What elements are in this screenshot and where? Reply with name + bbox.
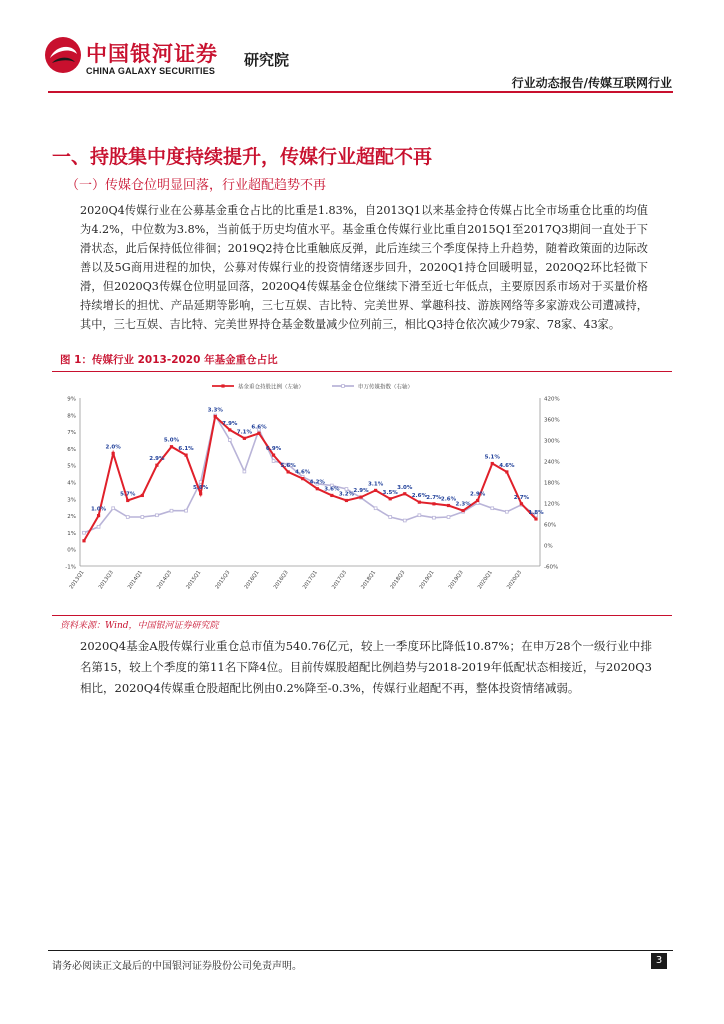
- data-point: [214, 415, 217, 418]
- data-point: [374, 489, 377, 492]
- x-tick-label: 2016Q3: [272, 569, 290, 591]
- data-point: [287, 470, 290, 473]
- data-point: [461, 509, 464, 512]
- data-label: 3.5%: [382, 489, 398, 496]
- page-header: [0, 0, 724, 92]
- data-point: [432, 502, 435, 505]
- data-point: [156, 514, 159, 517]
- data-label: 5.6%: [280, 462, 296, 469]
- chart-legend: [212, 383, 413, 391]
- data-label: 6.6%: [251, 424, 267, 431]
- data-point: [491, 462, 494, 465]
- footer-disclaimer: 请务必阅读正文最后的中国银河证券股份公司免责声明。: [52, 961, 302, 972]
- left-tick-label: 0%: [67, 547, 76, 554]
- data-point: [447, 504, 450, 507]
- data-point: [126, 516, 129, 519]
- data-label: 1.0%: [90, 506, 107, 513]
- subsection-heading: （一）传媒仓位明显回落，行业超配趋势不再: [66, 178, 327, 193]
- data-label: 2.9%: [149, 456, 165, 463]
- data-label: 3.2%: [338, 491, 355, 498]
- page-number: 3: [651, 953, 667, 969]
- data-point: [112, 452, 115, 455]
- x-tick-label: 2015Q3: [214, 569, 232, 591]
- fund-holding-chart: [52, 378, 672, 614]
- data-label: 5.6%: [193, 484, 209, 491]
- body-paragraph-2: 2020Q4基金A股传媒行业重仓总市值为540.76亿元，较上一季度环比降低10.87%；在申万28个一级行业中排名第15，较上个季度的第11名下降4位。目前传媒股超配比例趋势与2018-2019年低配状态相接近，与2020Q3相比，2020Q4传媒重仓股超配比例由0.2%降至-0.3%，传媒行业超配不再，整体投资情绪减弱。: [80, 639, 652, 695]
- data-point: [257, 432, 260, 435]
- data-point: [228, 428, 231, 431]
- data-label: 5.7%: [120, 491, 136, 498]
- left-tick-label: 1%: [67, 530, 76, 537]
- data-point: [199, 481, 202, 484]
- data-label: 7.9%: [222, 420, 238, 427]
- data-label: 4.6%: [499, 462, 515, 469]
- data-label: 5.0%: [163, 437, 180, 444]
- legend-marker: [221, 384, 224, 387]
- left-tick-label: 6%: [67, 446, 76, 453]
- data-label: 4.2%: [309, 479, 325, 486]
- data-label: 4.6%: [295, 469, 311, 476]
- data-point: [534, 517, 537, 520]
- data-point: [389, 516, 392, 519]
- left-tick-label: 8%: [67, 413, 76, 420]
- data-point: [185, 509, 188, 512]
- left-tick-label: 3%: [67, 497, 76, 504]
- data-point: [141, 516, 144, 519]
- left-tick-label: 2%: [67, 514, 76, 521]
- data-point: [301, 477, 304, 480]
- data-point: [476, 499, 479, 502]
- x-tick-label: 2019Q3: [447, 569, 465, 591]
- data-label: 3.6%: [324, 486, 340, 493]
- data-point: [418, 514, 421, 517]
- figure-title: 图 1：传媒行业 2013-2020 年基金重仓占比: [60, 354, 278, 366]
- data-point: [403, 519, 406, 522]
- data-point: [403, 492, 406, 495]
- data-point: [272, 454, 275, 457]
- data-point: [359, 496, 362, 499]
- data-point: [141, 494, 144, 497]
- data-point: [433, 516, 436, 519]
- brand-name-en: CHINA GALAXY SECURITIES: [86, 66, 216, 76]
- x-tick-label: 2014Q1: [126, 569, 144, 591]
- galaxy-logo-icon: [44, 36, 82, 74]
- data-label: 3.0%: [397, 484, 413, 491]
- right-tick-label: 60%: [544, 522, 557, 529]
- data-point: [82, 539, 85, 542]
- right-tick-label: 0%: [544, 543, 553, 550]
- right-tick-label: 120%: [544, 501, 560, 508]
- data-label: 2.9%: [353, 488, 369, 495]
- header-divider: [48, 91, 673, 93]
- right-tick-label: -60%: [544, 564, 559, 571]
- left-tick-label: 9%: [67, 396, 76, 403]
- data-point: [505, 510, 508, 513]
- data-point: [345, 499, 348, 502]
- legend-marker: [342, 385, 345, 388]
- figure-source: 资料来源：Wind，中国银河证券研究院: [60, 621, 219, 631]
- data-label: 7.1%: [236, 429, 253, 436]
- data-point: [272, 460, 275, 463]
- data-point: [345, 488, 348, 491]
- x-tick-label: 2017Q3: [331, 569, 349, 591]
- data-point: [330, 494, 333, 497]
- data-point: [112, 507, 115, 510]
- data-point: [389, 497, 392, 500]
- x-tick-label: 2018Q1: [360, 569, 378, 591]
- data-point: [374, 507, 377, 510]
- data-label: 2.3%: [455, 501, 471, 508]
- x-tick-label: 2016Q1: [243, 569, 261, 591]
- data-point: [505, 470, 508, 473]
- data-label: 6.1%: [178, 446, 194, 453]
- x-tick-label: 2014Q3: [156, 569, 174, 591]
- x-tick-label: 2018Q3: [389, 569, 407, 591]
- data-point: [418, 501, 421, 504]
- data-label: 3.1%: [367, 481, 384, 488]
- data-point: [126, 499, 129, 502]
- left-tick-label: 7%: [67, 430, 76, 437]
- data-label: 2.7%: [426, 494, 442, 501]
- section-heading: 一、持股集中度持续提升，传媒行业超配不再: [52, 146, 433, 168]
- data-point: [97, 525, 100, 528]
- right-tick-label: 360%: [544, 417, 560, 424]
- data-point: [97, 514, 100, 517]
- right-tick-label: 300%: [544, 438, 560, 445]
- data-label: 1.8%: [528, 509, 544, 516]
- data-point: [170, 445, 173, 448]
- data-label: 2.0%: [105, 444, 121, 451]
- data-point: [170, 509, 173, 512]
- figure-rule-top: [52, 371, 672, 372]
- data-point: [316, 487, 319, 490]
- data-point: [491, 507, 494, 510]
- x-tick-label: 2020Q1: [476, 569, 494, 591]
- data-point: [199, 492, 202, 495]
- data-label: 5.1%: [484, 454, 500, 461]
- report-type: 行业动态报告/传媒互联网行业: [511, 76, 672, 90]
- right-tick-label: 180%: [544, 480, 560, 487]
- legend-label: 基金重仓持股比例（左轴）: [238, 384, 305, 391]
- data-label: 2.6%: [440, 496, 457, 503]
- right-tick-label: 420%: [544, 396, 560, 403]
- left-tick-label: 4%: [67, 480, 76, 487]
- data-point: [243, 470, 246, 473]
- footer-divider: [48, 950, 673, 951]
- data-point: [83, 531, 86, 534]
- data-point: [184, 454, 187, 457]
- brand-name-cn: 中国银河证券: [86, 42, 218, 66]
- data-point: [520, 502, 523, 505]
- data-point: [228, 439, 231, 442]
- data-label: 2.6%: [411, 493, 427, 500]
- left-tick-label: -1%: [65, 564, 76, 571]
- brand-department: 研究院: [244, 51, 290, 69]
- x-tick-label: 2019Q1: [418, 569, 436, 591]
- data-label: 2.7%: [513, 494, 530, 501]
- legend-label: 申万传媒指数（右轴）: [358, 384, 414, 391]
- x-tick-label: 2013Q3: [97, 569, 115, 591]
- data-label: 3.3%: [207, 407, 223, 414]
- right-tick-label: 240%: [544, 459, 560, 466]
- left-tick-label: 5%: [67, 463, 76, 470]
- figure-rule-bottom: [52, 615, 672, 616]
- body-paragraph-1: 2020Q4传媒行业在公募基金重仓占比的比重是1.83%，自2013Q1以来基金持仓传媒占比全市场重仓比重的均值为4.2%，中位数为3.8%，当前低于历史均值水平。基金重仓传媒行业比重自2015Q1至2017Q3期间一直处于下滑状态，此后保持低位徘徊；2019Q2持仓比重触底反弹，此后连续三个季度保持上升趋势，随着政策面的边际改善以及5G商用进程的加快，公募对传媒行业的投资情绪逐步回升，2020Q1持仓回暖明显，2020Q2环比轻微下滑，但2020Q3传媒仓位明显回落，2020Q4传媒基金仓位继续下滑至近七年低点，主要原因系市场对于买量价格持续增长的担忧、产品延期等影响，三七互娱、吉比特、完美世界、掌趣科技、游族网络等多家游戏公司遭减持，其中，三七互娱、吉比特、完美世界持仓基金数量减少位列前三，相比Q3持仓依次减少79家、78家、43家。: [80, 204, 648, 331]
- data-label: 6.9%: [265, 446, 282, 453]
- data-point: [447, 516, 450, 519]
- x-tick-label: 2013Q1: [68, 569, 86, 591]
- series-line: [84, 417, 536, 541]
- x-tick-label: 2015Q1: [185, 569, 203, 591]
- data-label: 2.9%: [470, 491, 486, 498]
- data-point: [155, 464, 158, 467]
- x-tick-label: 2017Q1: [301, 569, 319, 591]
- data-point: [243, 437, 246, 440]
- x-tick-label: 2020Q3: [506, 569, 524, 591]
